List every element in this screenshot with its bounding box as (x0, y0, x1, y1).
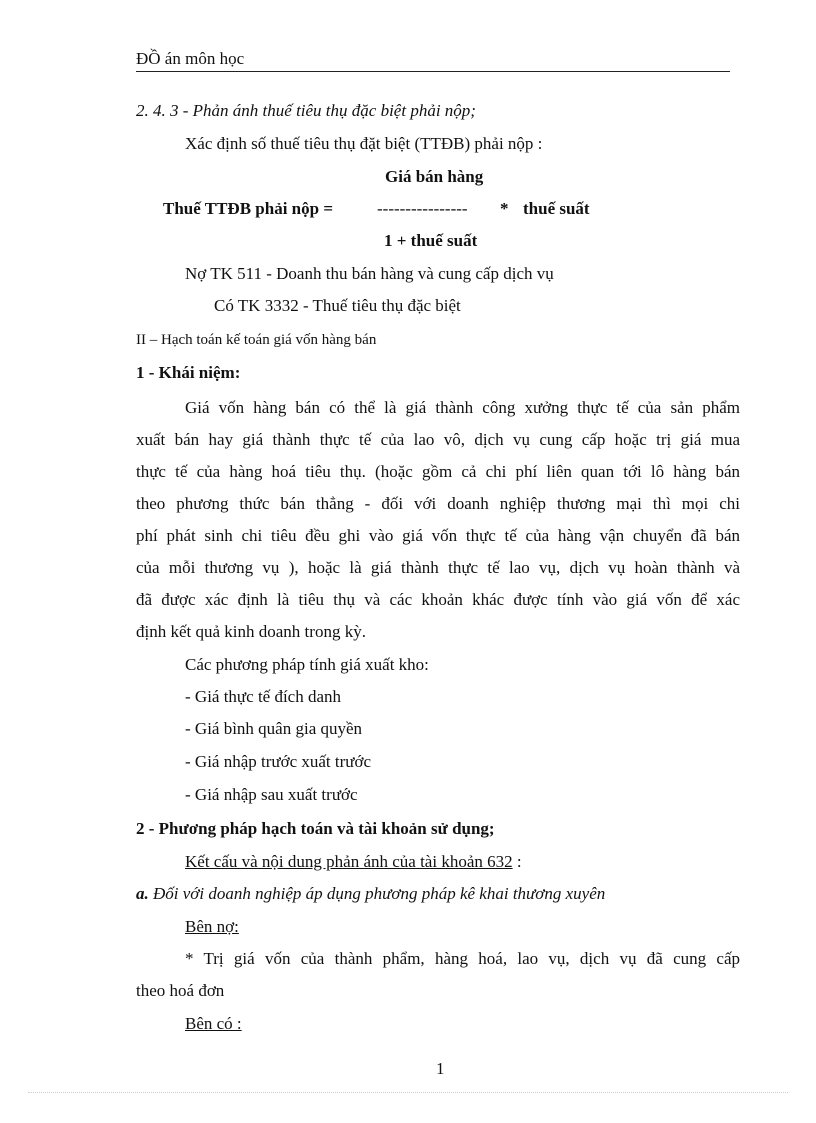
credit-side-label: Bên có : (185, 1014, 242, 1033)
page-number: 1 (436, 1059, 445, 1078)
concept-line-1: Giá vốn hàng bán có thể là giá thành công xưởng thực tế của sản phẩm (185, 398, 740, 417)
concept-line-3: thực tế của hàng hoá tiêu thụ. (hoặc gồm cả chi phí liên quan tới lô hàng bán (136, 462, 740, 481)
section-II-heading: II – Hạch toán kế toán giá vốn hàng bán (136, 332, 377, 348)
concept-line-7: đã được xác định là tiêu thụ và các khoản khác được tính vào giá vốn để xác (136, 590, 740, 609)
intro-text: Xác định số thuế tiêu thụ đặt biệt (TTĐB) phải nộp : (185, 134, 543, 153)
formula-rate: thuế suất (523, 199, 590, 218)
formula-times: * (500, 199, 509, 218)
concept-line-5: phí phát sinh chi tiêu đều ghi vào giá vốn thực tế của hàng vận chuyển đã bán (136, 526, 740, 545)
debit-side-label: Bên nợ: (185, 917, 239, 936)
page-header: ĐỒ án môn học (136, 48, 730, 72)
sub-a-line (136, 883, 605, 905)
formula-denominator: 1 + thuế suất (384, 231, 478, 250)
method-item: - Giá bình quân gia quyền (185, 719, 363, 738)
methods-intro: Các phương pháp tính giá xuất kho: (185, 655, 429, 674)
account-structure-line (185, 851, 522, 873)
entry-credit: Có TK 3332 - Thuế tiêu thụ đặc biệt (214, 296, 461, 315)
concept-line-2: xuất bán hay giá thành thực tế của lao vô, dịch vụ cung cấp hoặc trị giá mua (136, 430, 740, 449)
method-section-heading: 2 - Phương pháp hạch toán và tài khoản sử dụng; (136, 819, 495, 838)
concept-line-last: định kết quả kinh doanh trong kỳ. (136, 622, 366, 641)
sub-a-label: a. (136, 884, 149, 903)
concept-heading: 1 - Khái niệm: (136, 363, 241, 382)
page-bottom-divider (28, 1092, 788, 1093)
method-item: - Giá nhập trước xuất trước (185, 752, 372, 771)
entry-debit: Nợ TK 511 - Doanh thu bán hàng và cung cấp dịch vụ (185, 264, 554, 283)
account-structure-label: Kết cấu và nội dung phản ánh của tài khoản 632 (185, 852, 513, 871)
formula-numerator: Giá bán hàng (385, 167, 484, 186)
account-structure-colon: : (512, 852, 522, 871)
concept-line-4: theo phương thức bán thẳng - đối với doanh nghiệp thương mại thì mọi chi (136, 494, 740, 513)
method-item: - Giá thực tế đích danh (185, 687, 342, 706)
sub-a-text: Đối với doanh nghiệp áp dụng phương pháp kê khai thương xuyên (148, 884, 606, 903)
formula-fraction-line: ---------------- (377, 199, 468, 218)
debit-item-line-2: theo hoá đơn (136, 981, 225, 1000)
method-item: - Giá nhập sau xuất trước (185, 785, 358, 804)
section-2-4-3-heading: 2. 4. 3 - Phản ánh thuế tiêu thụ đặc biệt phải nộp; (136, 101, 476, 120)
debit-item-line-1: * Trị giá vốn của thành phẩm, hàng hoá, lao vụ, dịch vụ đã cung cấp (185, 949, 740, 968)
concept-line-6: của mỗi thương vụ ), hoặc là giá thành thực tế lao vụ, dịch vụ hoàn thành và (136, 558, 740, 577)
formula-lhs: Thuế TTĐB phải nộp = (163, 199, 334, 218)
